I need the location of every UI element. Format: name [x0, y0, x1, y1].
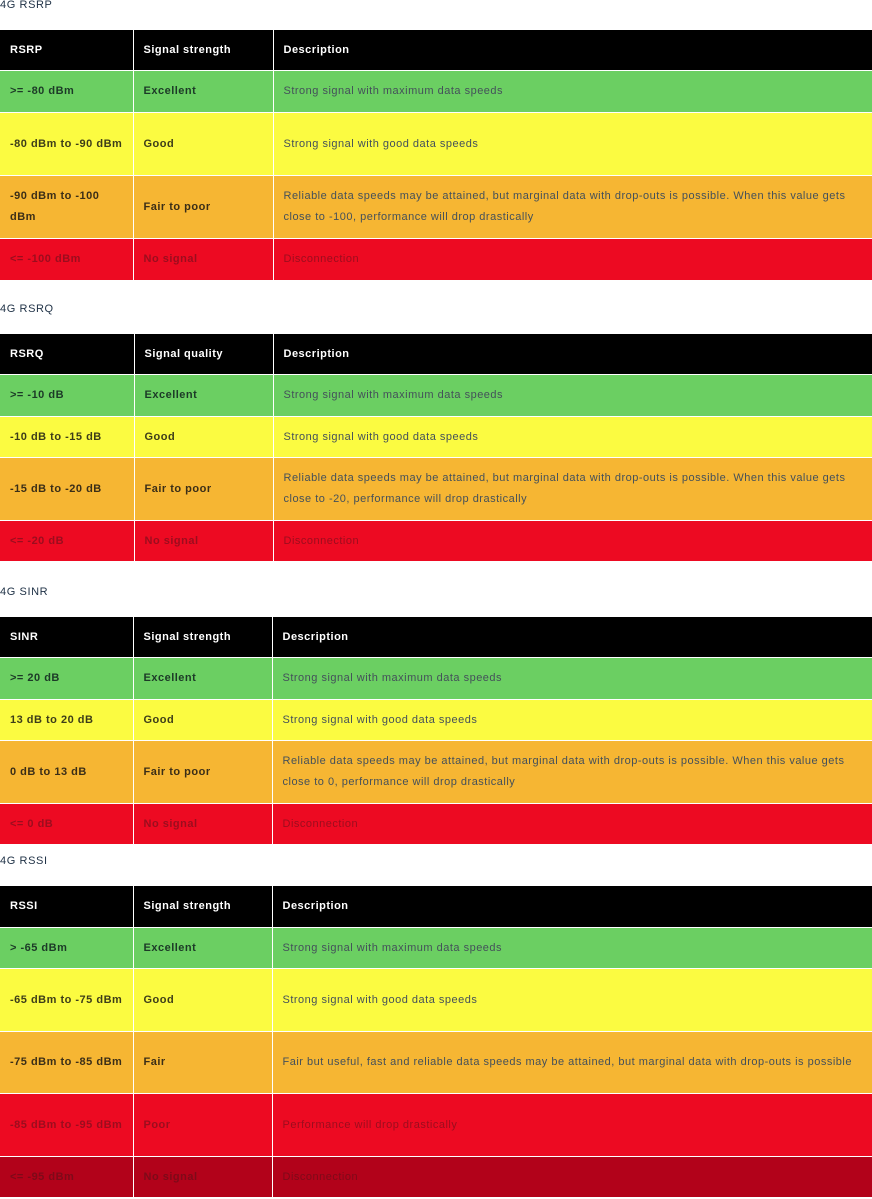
range-cell: >= -80 dBm — [0, 71, 133, 113]
column-header-range: RSRQ — [0, 334, 134, 375]
quality-cell: Excellent — [134, 375, 273, 417]
column-header-quality: Signal quality — [134, 334, 273, 375]
description-cell: Fair but useful, fast and reliable data speeds may be attained, but marginal data with drop-outs is possible — [272, 1032, 872, 1094]
strength-cell: Fair — [133, 1032, 272, 1094]
strength-cell: Good — [133, 700, 272, 741]
strength-cell: No signal — [133, 804, 272, 845]
quality-cell: No signal — [134, 521, 273, 562]
rssi-table — [0, 885, 872, 1198]
rsrq-section-title: 4G RSRQ — [0, 303, 54, 315]
table-row — [0, 1094, 872, 1157]
column-header-range: RSSI — [0, 886, 133, 928]
column-header-description: Description — [273, 30, 872, 71]
range-cell: <= -95 dBm — [0, 1157, 133, 1198]
range-cell: > -65 dBm — [0, 928, 133, 969]
table-header-row — [0, 334, 872, 375]
description-cell: Reliable data speeds may be attained, but marginal data with drop-outs is possible. When this value gets close to -100, performance will drop drastically — [273, 176, 872, 239]
table-row — [0, 741, 872, 804]
description-cell: Strong signal with good data speeds — [273, 417, 872, 458]
strength-cell: No signal — [133, 1157, 272, 1198]
table-row — [0, 1157, 872, 1198]
rsrq-table — [0, 333, 872, 562]
description-cell: Performance will drop drastically — [272, 1094, 872, 1157]
strength-cell: Excellent — [133, 928, 272, 969]
range-cell: -90 dBm to -100 dBm — [0, 176, 133, 239]
table-row — [0, 969, 872, 1032]
table-row — [0, 804, 872, 845]
strength-cell: Excellent — [133, 658, 272, 700]
strength-cell: Good — [133, 113, 273, 176]
description-cell: Strong signal with maximum data speeds — [272, 658, 872, 700]
description-cell: Disconnection — [273, 521, 872, 562]
column-header-description: Description — [272, 617, 872, 658]
range-cell: 13 dB to 20 dB — [0, 700, 133, 741]
column-header-strength: Signal strength — [133, 886, 272, 928]
table-row — [0, 928, 872, 969]
range-cell: -65 dBm to -75 dBm — [0, 969, 133, 1032]
table-header-row — [0, 30, 872, 71]
strength-cell: No signal — [133, 239, 273, 281]
column-header-strength: Signal strength — [133, 617, 272, 658]
rsrp-table — [0, 29, 872, 281]
column-header-description: Description — [272, 886, 872, 928]
strength-cell: Fair to poor — [133, 176, 273, 239]
quality-cell: Fair to poor — [134, 458, 273, 521]
table-header-row — [0, 617, 872, 658]
description-cell: Disconnection — [273, 239, 872, 281]
description-cell: Strong signal with maximum data speeds — [272, 928, 872, 969]
rsrp-section-title: 4G RSRP — [0, 0, 53, 11]
table-row — [0, 176, 872, 239]
column-header-range: RSRP — [0, 30, 133, 71]
description-cell: Disconnection — [272, 1157, 872, 1198]
range-cell: 0 dB to 13 dB — [0, 741, 133, 804]
table-row — [0, 658, 872, 700]
table-row — [0, 700, 872, 741]
description-cell: Reliable data speeds may be attained, but marginal data with drop-outs is possible. When this value gets close to -20, performance will drop drastically — [273, 458, 872, 521]
description-cell: Disconnection — [272, 804, 872, 845]
column-header-strength: Signal strength — [133, 30, 273, 71]
column-header-range: SINR — [0, 617, 133, 658]
range-cell: >= -10 dB — [0, 375, 134, 417]
description-cell: Strong signal with good data speeds — [272, 700, 872, 741]
column-header-description: Description — [273, 334, 872, 375]
table-row — [0, 113, 872, 176]
description-cell: Reliable data speeds may be attained, but marginal data with drop-outs is possible. When this value gets close to 0, performance will drop drastically — [272, 741, 872, 804]
rssi-section-title: 4G RSSI — [0, 855, 48, 867]
table-row — [0, 239, 872, 281]
description-cell: Strong signal with maximum data speeds — [273, 71, 872, 113]
table-row — [0, 71, 872, 113]
description-cell: Strong signal with good data speeds — [272, 969, 872, 1032]
quality-cell: Good — [134, 417, 273, 458]
table-row — [0, 1032, 872, 1094]
range-cell: -10 dB to -15 dB — [0, 417, 134, 458]
range-cell: -80 dBm to -90 dBm — [0, 113, 133, 176]
table-row — [0, 417, 872, 458]
sinr-table — [0, 616, 872, 845]
range-cell: <= -20 dB — [0, 521, 134, 562]
description-cell: Strong signal with maximum data speeds — [273, 375, 872, 417]
strength-cell: Good — [133, 969, 272, 1032]
table-header-row — [0, 886, 872, 928]
table-row — [0, 375, 872, 417]
table-row — [0, 458, 872, 521]
range-cell: <= -100 dBm — [0, 239, 133, 281]
range-cell: -15 dB to -20 dB — [0, 458, 134, 521]
range-cell: -75 dBm to -85 dBm — [0, 1032, 133, 1094]
strength-cell: Poor — [133, 1094, 272, 1157]
range-cell: -85 dBm to -95 dBm — [0, 1094, 133, 1157]
range-cell: <= 0 dB — [0, 804, 133, 845]
table-row — [0, 521, 872, 562]
range-cell: >= 20 dB — [0, 658, 133, 700]
sinr-section-title: 4G SINR — [0, 586, 49, 598]
strength-cell: Fair to poor — [133, 741, 272, 804]
description-cell: Strong signal with good data speeds — [273, 113, 872, 176]
strength-cell: Excellent — [133, 71, 273, 113]
